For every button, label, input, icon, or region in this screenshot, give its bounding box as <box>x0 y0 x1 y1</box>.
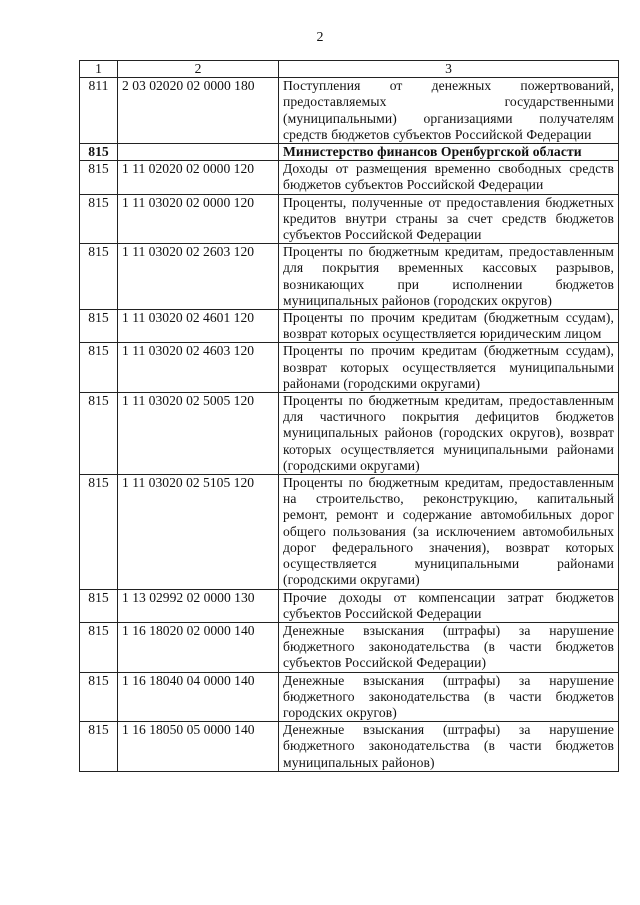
revenue-name-cell: Денежные взыскания (штрафы) за нарушение бюджетного законодательства (в части бюджетов муниципальных районов) <box>279 722 619 772</box>
revenue-name-cell: Прочие доходы от компенсации затрат бюджетов субъектов Российской Федерации <box>279 589 619 622</box>
table-row <box>80 589 619 622</box>
revenue-name-cell: Проценты по бюджетным кредитам, предоставленным на строительство, реконструкцию, капитальный ремонт, ремонт и содержание автомобильных дорог общего пользования (за исключением автомобильных дорог федерального значения), возврат которых осуществляется муниципальными районами (городскими округами) <box>279 475 619 589</box>
table-row <box>80 194 619 244</box>
admin-code-cell: 815 <box>80 244 118 310</box>
budget-classification-code-cell: 1 11 03020 02 5005 120 <box>118 393 279 475</box>
revenue-name-cell: Проценты, полученные от предоставления бюджетных кредитов внутри страны за счет средств бюджетов субъектов Российской Федерации <box>279 194 619 244</box>
table-row <box>80 161 619 194</box>
revenue-name-cell: Проценты по прочим кредитам (бюджетным ссудам), возврат которых осуществляется юридическим лицом <box>279 310 619 343</box>
revenue-name-cell: Поступления от денежных пожертвований, предоставляемых государственными (муниципальными) организациями получателям средств бюджетов субъектов Российской Федерации <box>279 78 619 144</box>
revenue-name-cell: Проценты по прочим кредитам (бюджетным ссудам), возврат которых осуществляется муниципальными районами (городскими округами) <box>279 343 619 393</box>
revenue-name-cell: Доходы от размещения временно свободных средств бюджетов субъектов Российской Федерации <box>279 161 619 194</box>
budget-classification-code-cell: 1 13 02992 02 0000 130 <box>118 589 279 622</box>
column-header-3: 3 <box>279 61 619 78</box>
budget-classification-code-cell: 1 11 03020 02 2603 120 <box>118 244 279 310</box>
admin-code-cell: 815 <box>80 194 118 244</box>
admin-code-cell: 815 <box>80 343 118 393</box>
revenue-name-cell: Денежные взыскания (штрафы) за нарушение бюджетного законодательства (в части бюджетов городских округов) <box>279 672 619 722</box>
revenue-name-cell: Проценты по бюджетным кредитам, предоставленным для частичного покрытия дефицитов бюджетов муниципальных районов (городских округов), возврат которых осуществляется муниципальными районами (городскими округами) <box>279 393 619 475</box>
budget-classification-code-cell: 1 16 18020 02 0000 140 <box>118 622 279 672</box>
column-header-1: 1 <box>80 61 118 78</box>
budget-classification-code-cell <box>118 144 279 161</box>
admin-code-cell: 815 <box>80 393 118 475</box>
table-header-row <box>80 61 619 78</box>
table-row <box>80 310 619 343</box>
table-row <box>80 343 619 393</box>
revenue-codes-table <box>79 60 619 772</box>
admin-code-cell: 815 <box>80 722 118 772</box>
column-header-2: 2 <box>118 61 279 78</box>
admin-code-cell: 815 <box>80 310 118 343</box>
budget-classification-code-cell: 1 16 18050 05 0000 140 <box>118 722 279 772</box>
budget-classification-code-cell: 1 16 18040 04 0000 140 <box>118 672 279 722</box>
table-row <box>80 672 619 722</box>
admin-code-cell: 815 <box>80 144 118 161</box>
admin-code-cell: 815 <box>80 475 118 589</box>
budget-classification-code-cell: 1 11 03020 02 4603 120 <box>118 343 279 393</box>
revenue-name-cell: Министерство финансов Оренбургской области <box>279 144 619 161</box>
table-row <box>80 475 619 589</box>
table-row <box>80 78 619 144</box>
table-row <box>80 722 619 772</box>
budget-classification-code-cell: 1 11 02020 02 0000 120 <box>118 161 279 194</box>
admin-code-cell: 815 <box>80 622 118 672</box>
table-body <box>80 78 619 772</box>
budget-classification-code-cell: 1 11 03020 02 4601 120 <box>118 310 279 343</box>
revenue-name-cell: Проценты по бюджетным кредитам, предоставленным для покрытия временных кассовых разрывов, возникающих при исполнении бюджетов муниципальных районов (городских округов) <box>279 244 619 310</box>
table-row <box>80 244 619 310</box>
table-row <box>80 622 619 672</box>
admin-code-cell: 815 <box>80 161 118 194</box>
table-row <box>80 144 619 161</box>
budget-classification-code-cell: 1 11 03020 02 5105 120 <box>118 475 279 589</box>
budget-classification-code-cell: 2 03 02020 02 0000 180 <box>118 78 279 144</box>
admin-code-cell: 815 <box>80 589 118 622</box>
table-row <box>80 393 619 475</box>
admin-code-cell: 815 <box>80 672 118 722</box>
budget-classification-code-cell: 1 11 03020 02 0000 120 <box>118 194 279 244</box>
revenue-name-cell: Денежные взыскания (штрафы) за нарушение бюджетного законодательства (в части бюджетов субъектов Российской Федерации) <box>279 622 619 672</box>
admin-code-cell: 811 <box>80 78 118 144</box>
page-number: 2 <box>316 30 324 45</box>
